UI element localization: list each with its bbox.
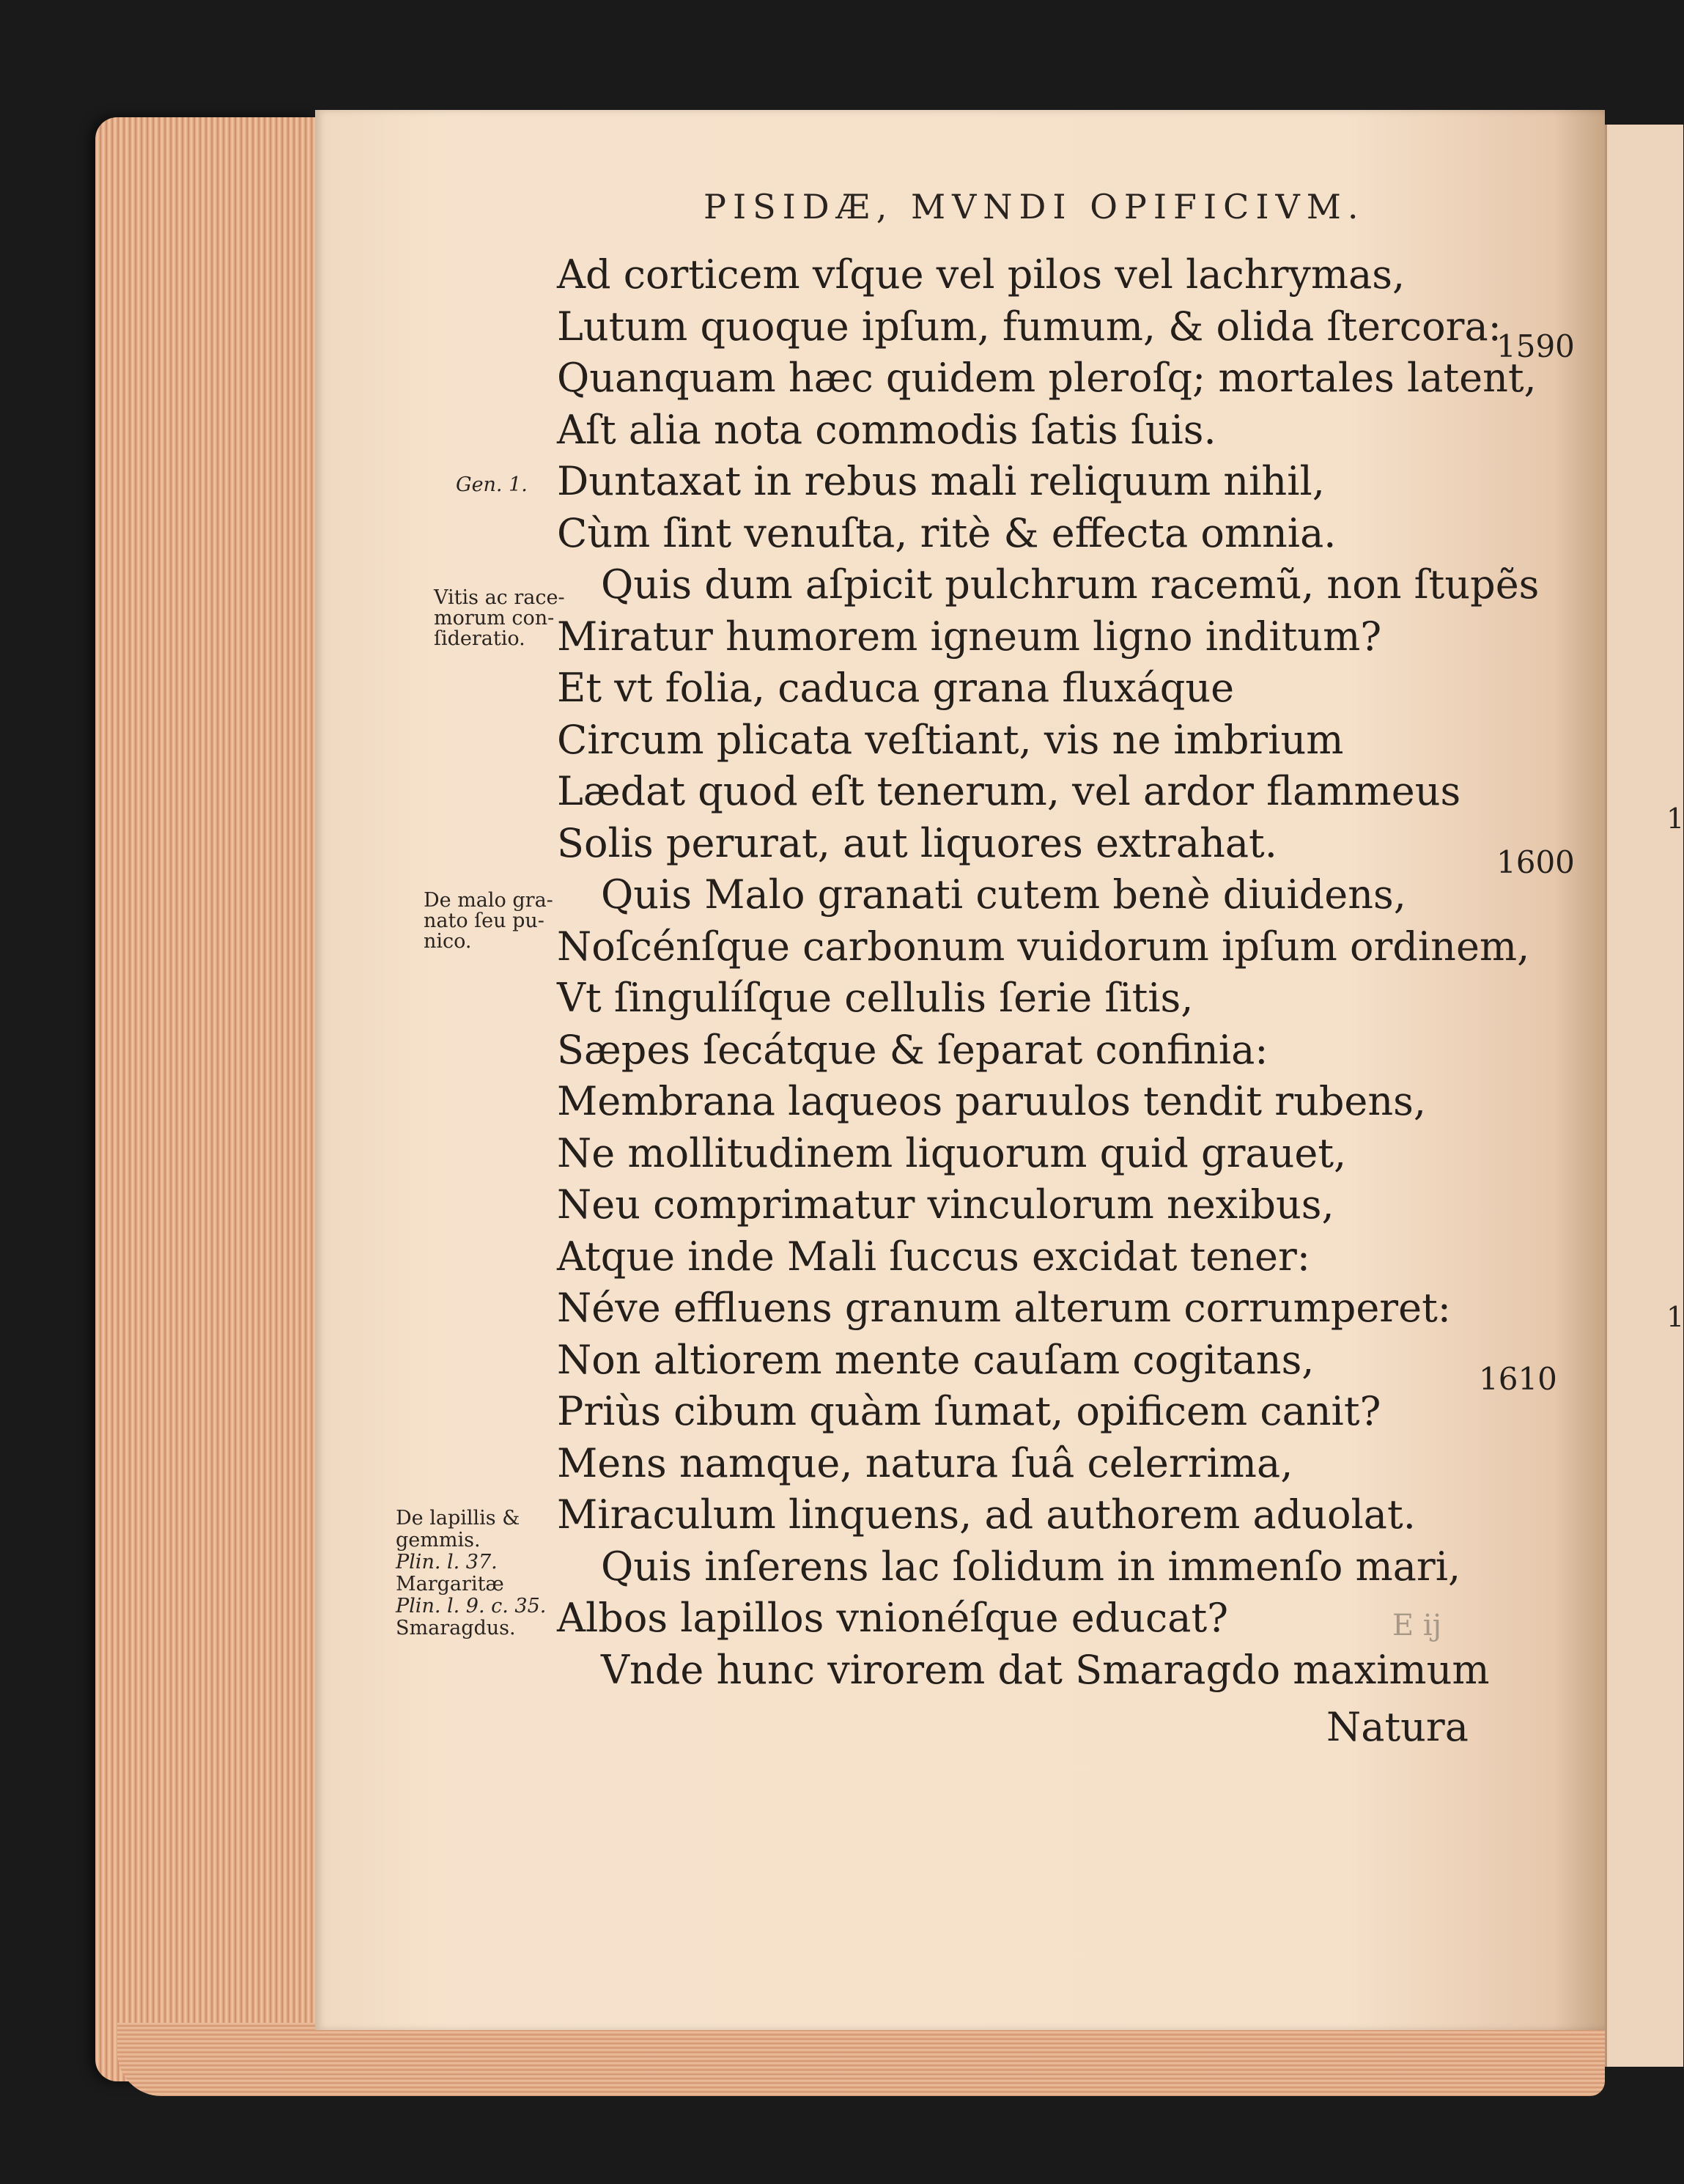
catchword: Natura <box>1326 1704 1469 1750</box>
line-number: 1600 <box>1496 844 1575 880</box>
verse-line: Ne mollitudinem liquorum quid grauet, <box>557 1129 1347 1176</box>
verse-line: Ad corticem vſque vel pilos vel lachrymas, <box>557 251 1406 298</box>
verse-line: Circum plicata veſtiant, vis ne imbrium <box>557 716 1344 763</box>
book-bottom-edge <box>117 2023 1605 2096</box>
line-number: 1590 <box>1496 328 1575 364</box>
verse-line: Aſt alia nota commodis ſatis ſuis. <box>557 406 1216 453</box>
marginal-note-line: Plin. l. 37. <box>396 1551 498 1574</box>
verse-line: Lædat quod eſt tenerum, vel ardor flammeus <box>557 768 1461 814</box>
marginal-note-malo <box>424 890 553 952</box>
marginal-note-line: Smaragdus. <box>396 1617 516 1639</box>
marginal-note-line: nato ſeu pu- <box>424 910 544 932</box>
verse-line: Solis perurat, aut liquores extrahat. <box>557 819 1277 866</box>
verse-line: Non altiorem mente cauſam cogitans, <box>557 1336 1315 1383</box>
marginal-note-line: nico. <box>424 930 472 953</box>
verse-line: Neu comprimatur vinculorum nexibus, <box>557 1181 1334 1228</box>
verse-line: Miraculum linquens, ad authorem aduolat. <box>557 1491 1416 1538</box>
verse-line: Atque inde Mali ſuccus excidat tener: <box>557 1233 1311 1280</box>
signature-mark: E ij <box>1392 1609 1442 1642</box>
verse-line: Vt ſingulíſque cellulis ſerie ſitis, <box>557 975 1194 1021</box>
verse-line: Duntaxat in rebus mali reliquum nihil, <box>557 458 1325 504</box>
verse-line: Miratur humorem igneum ligno inditum? <box>557 613 1382 660</box>
verse-line: Lutum quoque ipſum, fumum, & olida ſtercora: <box>557 303 1502 350</box>
facing-page-mark: 1 <box>1666 1301 1684 1333</box>
marginal-note-lapillis <box>396 1508 546 1639</box>
verse-line: Quis inſerens lac ſolidum in immenſo mari, <box>601 1543 1461 1590</box>
marginal-note-line: De malo gra- <box>424 889 553 912</box>
verse-line: Mens namque, natura ſuâ celerrima, <box>557 1439 1293 1486</box>
facing-page-edge <box>1605 125 1683 2067</box>
verse-line: Priùs cibum quàm ſumat, opificem canit? <box>557 1388 1381 1434</box>
marginal-note-line: Margaritæ <box>396 1573 504 1595</box>
verse-line: Albos lapillos vnionéſque educat? <box>557 1595 1229 1641</box>
verse-line: Membrana laqueos paruulos tendit rubens, <box>557 1078 1427 1124</box>
marginal-note-line: Gen. 1. <box>456 473 528 496</box>
marginal-note-line: morum con- <box>434 607 555 630</box>
verse-line: Noſcénſque carbonum vuidorum ipſum ordinem, <box>557 923 1530 970</box>
marginal-note-line: ſideratio. <box>434 627 525 650</box>
verse-line: Quanquam hæc quidem pleroſq; mortales latent, <box>557 355 1537 401</box>
verse-line: Et vt folia, caduca grana fluxáque <box>557 665 1235 711</box>
running-title: PISIDÆ, MVNDI OPIFICIVM. <box>703 187 1365 226</box>
marginal-note-line: gemmis. <box>396 1529 481 1552</box>
marginal-note-vitis <box>434 588 565 649</box>
verse-line: Néve effluens granum alterum corrumperet: <box>557 1285 1451 1331</box>
page-fore-edge <box>95 117 315 2081</box>
facing-page-mark: 1 <box>1666 803 1684 835</box>
verse-line: Quis dum aſpicit pulchrum racemũ, non ſtupẽs <box>601 561 1540 608</box>
marginal-note-gen <box>456 475 528 495</box>
marginal-note-line: Plin. l. 9. c. 35. <box>396 1595 547 1617</box>
marginal-note-line: De lapillis & <box>396 1507 520 1530</box>
line-number: 1610 <box>1479 1361 1557 1397</box>
verse-line: Sæpes ſecátque & ſeparat confinia: <box>557 1026 1268 1073</box>
verse-line: Quis Malo granati cutem benè diuidens, <box>601 871 1406 918</box>
marginal-note-line: Vitis ac race- <box>434 586 565 609</box>
verse-line: Vnde hunc virorem dat Smaragdo maximum <box>601 1646 1490 1693</box>
verse-line: Cùm ſint venuſta, ritè & effecta omnia. <box>557 509 1337 556</box>
